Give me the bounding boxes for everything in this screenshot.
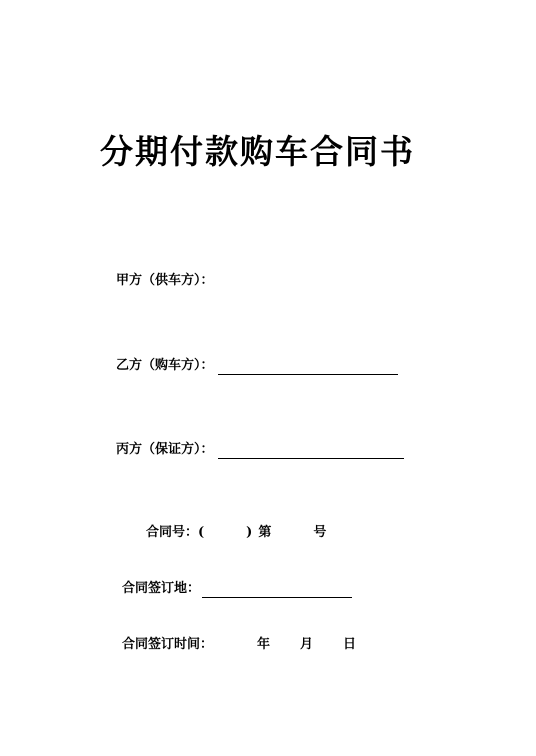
party-c-field [116, 441, 404, 459]
party-b-blank[interactable] [218, 360, 398, 375]
party-a-label: 甲方（供车方）： [116, 273, 214, 288]
signing-date-month: 月 [300, 637, 314, 652]
party-b-field [116, 357, 398, 375]
contract-number-close-paren: ) [246, 525, 253, 540]
document-title: 分期付款购车合同书 [100, 132, 415, 171]
contract-number-hao: 号 [313, 525, 327, 540]
signing-place-label: 合同签订地： [122, 581, 201, 596]
signing-date-day: 日 [343, 637, 357, 652]
signing-date-field [122, 636, 356, 654]
contract-number-field [146, 524, 326, 542]
signing-place-field [122, 580, 352, 598]
signing-date-year: 年 [257, 637, 271, 652]
signing-date-label: 合同签订时间： [122, 637, 214, 652]
signing-place-blank[interactable] [202, 583, 352, 598]
party-a-field [116, 272, 214, 290]
contract-number-di: 第 [258, 525, 272, 540]
party-b-label: 乙方（购车方）： [116, 358, 214, 373]
party-c-label: 丙方（保证方）： [116, 442, 214, 457]
contract-number-label: 合同号：( [146, 525, 205, 540]
party-c-blank[interactable] [218, 444, 404, 459]
